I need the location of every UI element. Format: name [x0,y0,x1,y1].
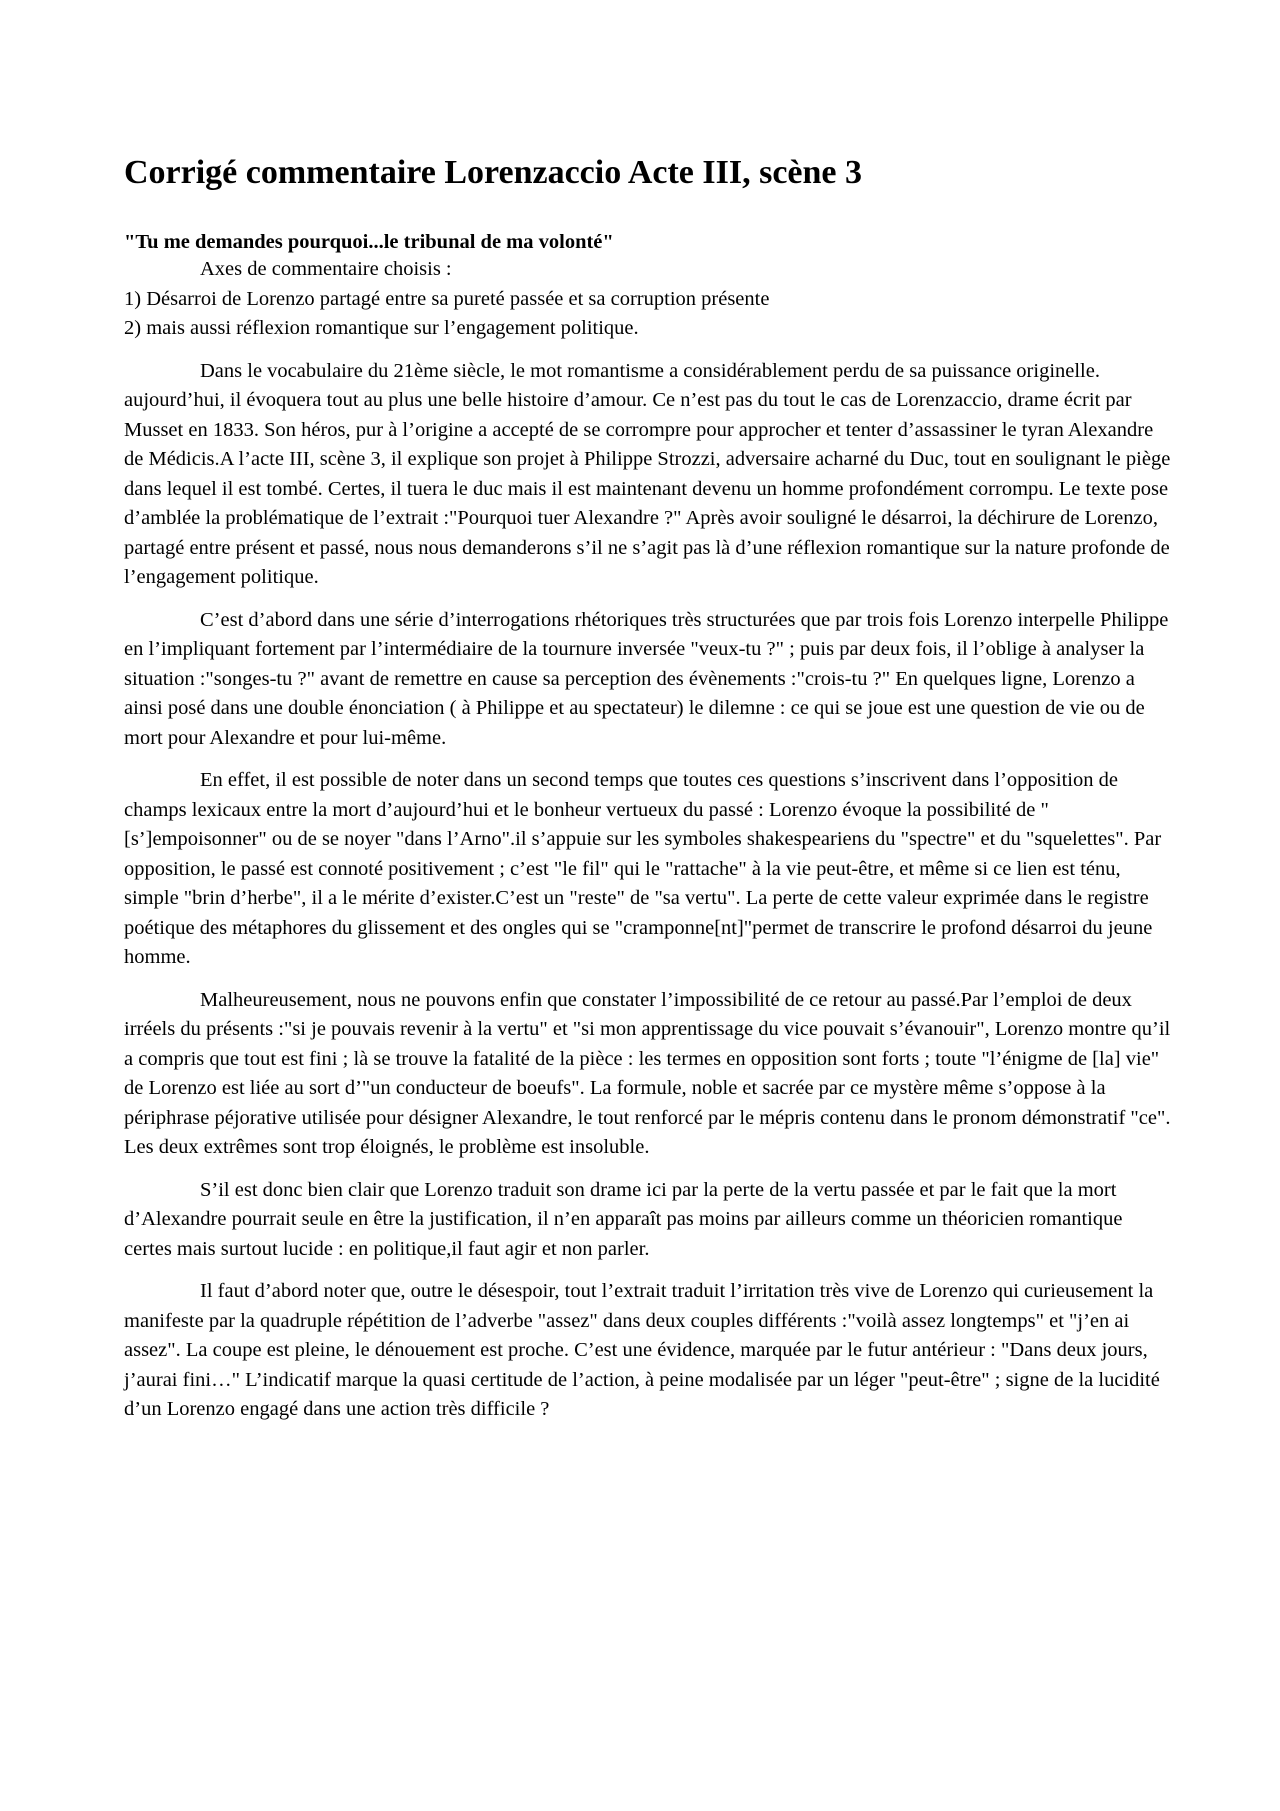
axes-heading: Axes de commentaire choisis : [200,258,452,280]
paragraph-transition: S’il est donc bien clair que Lorenzo traduit son drame ici par la perte de la vertu passée et par le fait que la mort d’Alexandre pourrait seule en être la justification, il n’en apparaît pas moins par ailleurs comme un théoricien romantique certes mais surtout lucide : en politique,il faut agir et non parler. [124,1178,1123,1260]
document-title: Corrigé commentaire Lorenzaccio Acte III, scène 3 [124,154,863,191]
paragraph-interrogations: C’est d’abord dans une série d’interrogations rhétoriques très structurées que par trois fois Lorenzo interpelle Philippe en l’impliquant fortement par l’intermédiaire de la tournure inversée "veux-tu ?" ; puis par deux fois, il l’oblige à analyser la situation :"songes-tu ?" avant de remettre en cause sa perception des évènements :"crois-tu ?" En quelques ligne, Lorenzo a ainsi posé dans une double énonciation ( à Philippe et au spectateur) le dilemne : ce qui se joue est une question de vie ou de mort pour Alexandre et pour lui-même. [124,608,1169,749]
paragraph-impossibilite: Malheureusement, nous ne pouvons enfin que constater l’impossibilité de ce retour au passé.Par l’emploi de deux irréels du présents :"si je pouvais revenir à la vertu" et "si mon apprentissage du vice pouvait s’évanouir", Lorenzo montre qu’il a compris que tout est fini ; là se trouve la fatalité de la pièce : les termes en opposition sont forts ; toute "l’énigme de [la] vie" de Lorenzo est liée au sort d’"un conducteur de boeufs". La formule, noble et sacrée par ce mystère même s’oppose à la périphrase péjorative utilisée pour désigner Alexandre, le tout renforcé par le mépris contenu dans le pronom démonstratif "ce". Les deux extrêmes sont trop éloignés, le problème est insoluble. [124,988,1171,1158]
paragraph-irritation: Il faut d’abord noter que, outre le désespoir, tout l’extrait traduit l’irritation très vive de Lorenzo qui curieusement la manifeste par la quadruple répétition de l’adverbe "assez" dans deux couples différents :"voilà assez longtemps" et "j’en ai assez". La coupe est pleine, le dénouement est proche. C’est une évidence, marquée par le futur antérieur : "Dans deux jours, j’aurai fini…" L’indicatif marque la quasi certitude de l’action, à peine modalisée par un léger "peut-être" ; signe de la lucidité d’un Lorenzo engagé dans une action très difficile ? [124,1280,1160,1420]
paragraph-introduction: Dans le vocabulaire du 21ème siècle, le mot romantisme a considérablement perdu de sa puissance originelle. aujourd’hui, il évoquera tout au plus une belle histoire d’amour. Ce n’est pas du tout le cas de Lorenzaccio, drame écrit par Musset en 1833. Son héros, pur à l’origine a accepté de se corrompre pour approcher et tenter d’assassiner le tyran Alexandre de Médicis.A l’acte III, scène 3, il explique son projet à Philippe Strozzi, adversaire acharné du Duc, tout en soulignant le piège dans lequel il est tombé. Certes, il tuera le duc mais il est maintenant devenu un homme profondément corrompu. Le texte pose d’amblée la problématique de l’extrait :"Pourquoi tuer Alexandre ?" Après avoir souligné le désarroi, la déchirure de Lorenzo, partagé entre présent et passé, nous nous demanderons s’il ne s’agit pas là d’une réflexion romantique sur la nature profonde de l’engagement politique. [124,359,1171,588]
axes-item-1: 1) Désarroi de Lorenzo partagé entre sa pureté passée et sa corruption présente [124,287,770,310]
axes-block [124,255,1174,344]
document-subtitle: "Tu me demandes pourquoi...le tribunal de ma volonté" [124,231,614,253]
axes-item-2: 2) mais aussi réflexion romantique sur l’engagement politique. [124,317,639,339]
document-page [124,153,1174,1425]
paragraph-champs-lexicaux: En effet, il est possible de noter dans un second temps que toutes ces questions s’inscrivent dans l’opposition de champs lexicaux entre la mort d’aujourd’hui et le bonheur vertueux du passé : Lorenzo évoque la possibilité de "[s’]empoisonner" ou de se noyer "dans l’Arno".il s’appuie sur les symboles shakespeariens du "spectre" et du "squelettes". Par opposition, le passé est connoté positivement ; c’est "le fil" qui le "rattache" à la vie peut-être, et même si ce lien est ténu, simple "brin d’herbe", il a le mérite d’exister.C’est un "reste" de "sa vertu". La perte de cette valeur exprimée dans le registre poétique des métaphores du glissement et des ongles qui se "cramponne[nt]"permet de transcrire le profond désarroi du jeune homme. [124,769,1162,968]
